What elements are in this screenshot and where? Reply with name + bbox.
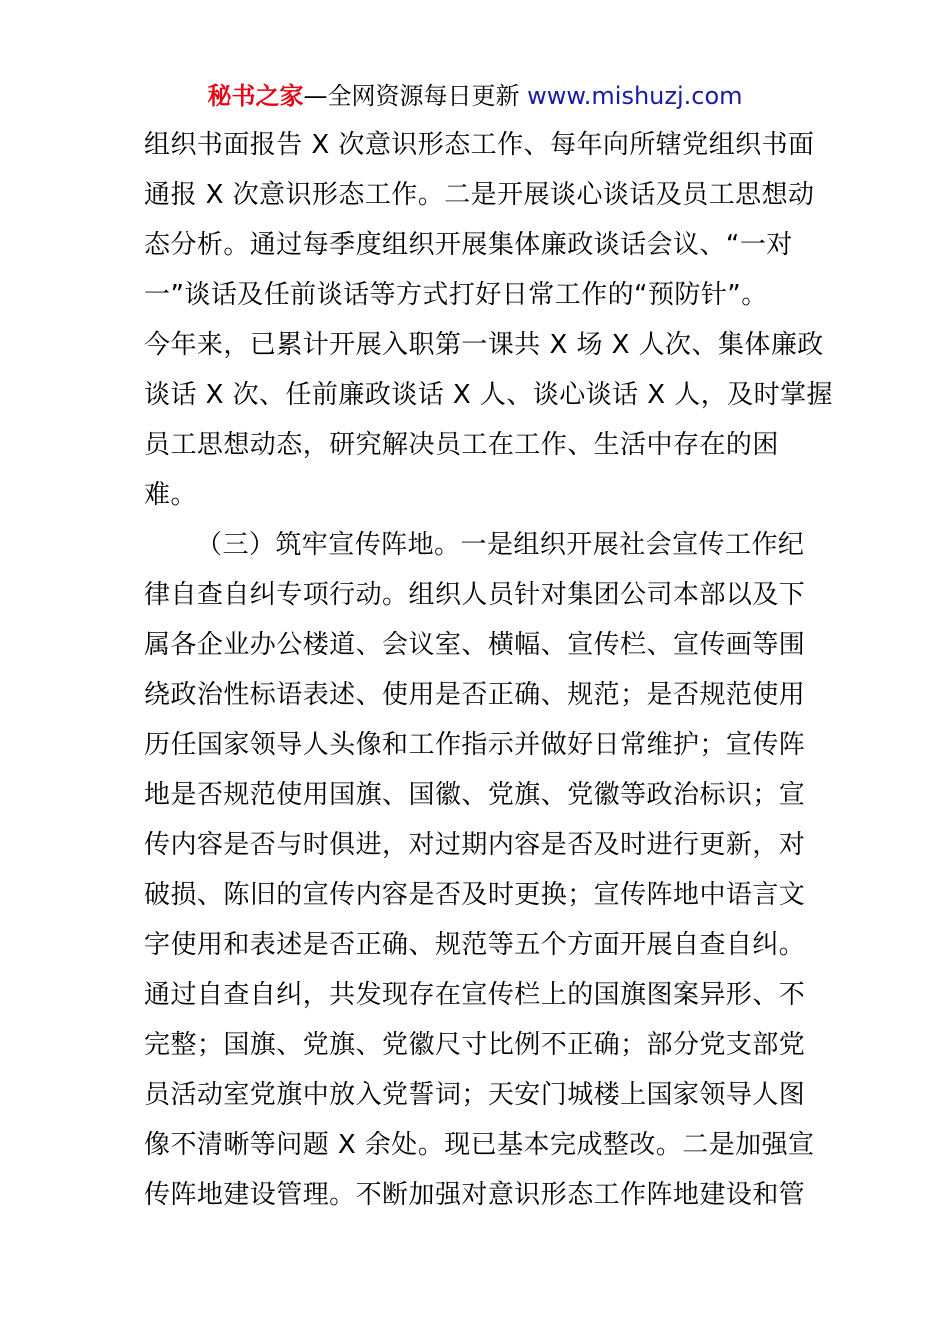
text-line: 字使用和表述是否正确、规范等五个方面开展自查自纠。 <box>144 930 806 960</box>
text-line: 像不清晰等问题 X 余处。现已基本完成整改。二是加强宣 <box>144 1130 815 1160</box>
text-line: 通过自查自纠，共发现存在宣传栏上的国旗图案异形、不 <box>144 980 806 1010</box>
text-line: 破损、陈旧的宣传内容是否及时更换；宣传阵地中语言文 <box>144 880 806 910</box>
text-line: 员活动室党旗中放入党誓词；天安门城楼上国家领导人图 <box>144 1080 806 1110</box>
text-line: 地是否规范使用国旗、国徽、党旗、党徽等政治标识；宣 <box>144 780 806 810</box>
text-line: 传阵地建设管理。不断加强对意识形态工作阵地建设和管 <box>144 1180 806 1210</box>
text-line: 通报 X 次意识形态工作。二是开展谈心谈话及员工思想动 <box>144 180 815 210</box>
text-line: 谈话 X 次、任前廉政谈话 X 人、谈心谈话 X 人，及时掌握 <box>144 380 833 410</box>
text-line: 绕政治性标语表述、使用是否正确、规范；是否规范使用 <box>144 680 806 710</box>
text-line: 组织书面报告 X 次意识形态工作、每年向所辖党组织书面 <box>144 130 815 160</box>
text-line: 完整；国旗、党旗、党徽尺寸比例不正确；部分党支部党 <box>144 1030 806 1060</box>
text-line: 历任国家领导人头像和工作指示并做好日常维护；宣传阵 <box>144 730 806 760</box>
text-line: 传内容是否与时俱进，对过期内容是否及时进行更新，对 <box>144 830 806 860</box>
text-line: 态分析。通过每季度组织开展集体廉政谈话会议、“一对 <box>144 230 793 260</box>
text-line: 员工思想动态，研究解决员工在工作、生活中存在的困 <box>144 430 779 460</box>
text-line: 律自查自纠专项行动。组织人员针对集团公司本部以及下 <box>144 580 806 610</box>
site-brand: 秘书之家 <box>207 82 304 110</box>
site-url-link[interactable]: www.mishuzj.com <box>527 82 743 110</box>
text-line: 一”谈话及任前谈话等方式打好日常工作的“预防针”。 <box>144 280 768 310</box>
site-header <box>0 80 950 112</box>
site-tagline: —全网资源每日更新 <box>303 82 520 110</box>
text-line: 今年来，已累计开展入职第一课共 X 场 X 人次、集体廉政 <box>144 330 824 360</box>
text-line: 难。 <box>144 480 197 510</box>
section-heading-line: （三）筑牢宣传阵地。一是组织开展社会宣传工作纪 <box>196 530 805 560</box>
text-line: 属各企业办公楼道、会议室、横幅、宣传栏、宣传画等围 <box>144 630 806 660</box>
